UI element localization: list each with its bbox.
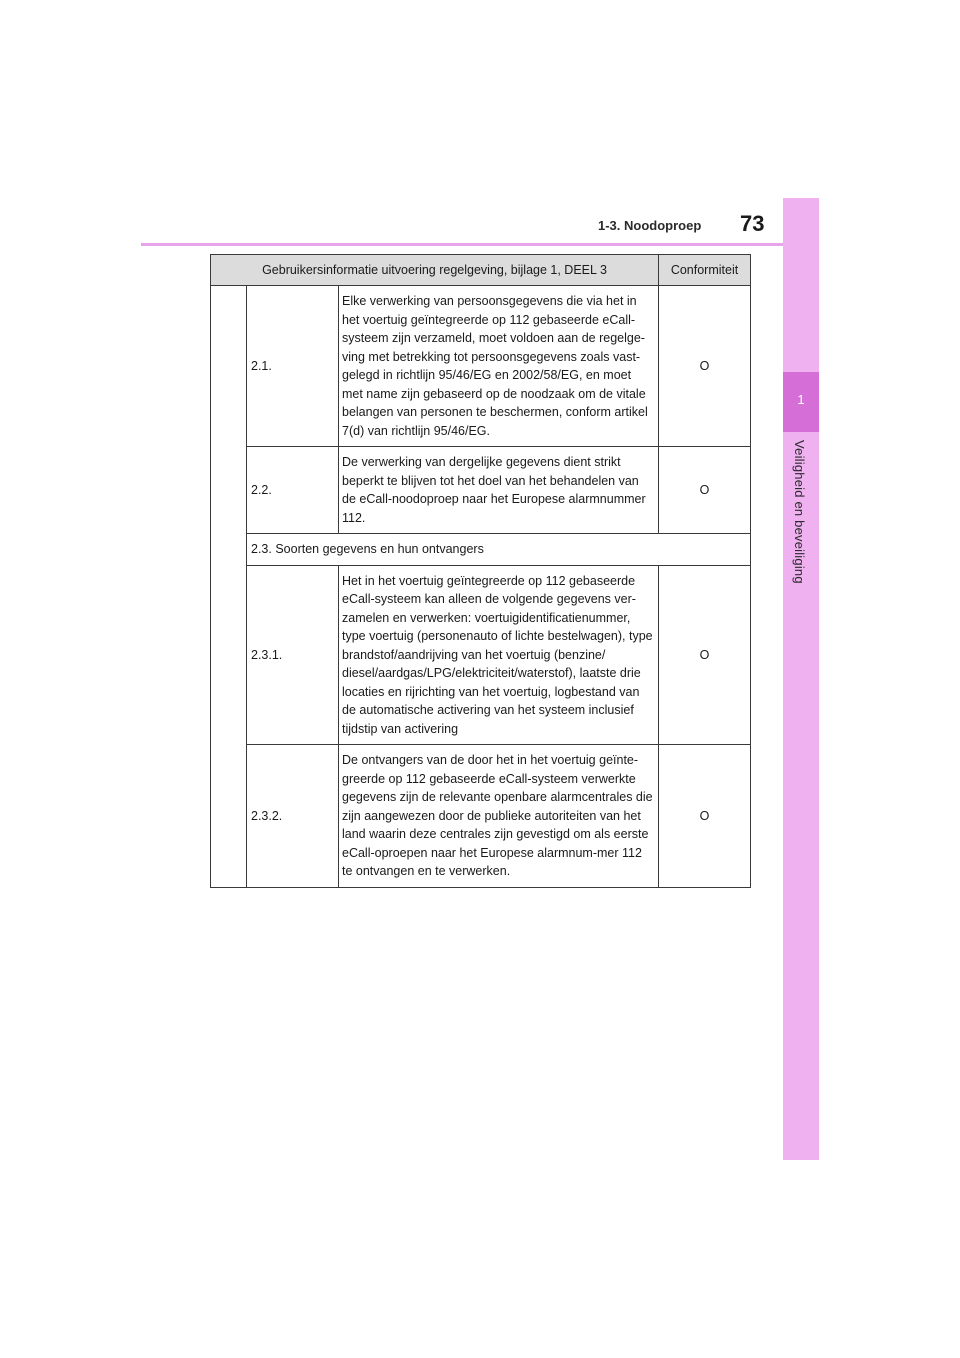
page-number: 73 [740,211,765,236]
header-divider [141,243,783,246]
indent-column [211,286,247,888]
row-number: 2.1. [247,286,339,447]
chapter-side-tab [783,198,819,1160]
row-conformity: O [659,447,751,534]
table-group-row [211,534,751,566]
table-row [211,745,751,888]
row-number: 2.3.1. [247,565,339,745]
table-row [211,565,751,745]
row-conformity: O [659,565,751,745]
row-number: 2.3.2. [247,745,339,888]
row-conformity: O [659,286,751,447]
group-heading: 2.3. Soorten gegevens en hun ontvangers [247,534,751,566]
section-title: 1-3. Noodoproep [598,218,702,233]
row-text: De verwerking van dergelijke gegevens dient strikt beperkt te blijven tot het doel van het behandelen van de eCall-noodoproep naar het Europese alarmnummer 112. [339,447,659,534]
table-row [211,286,751,447]
column-header-conformity: Conformiteit [659,255,751,286]
chapter-title: Veiligheid en beveiliging [792,440,807,584]
column-header-info: Gebruikersinformatie uitvoering regelgeving, bijlage 1, DEEL 3 [211,255,659,286]
row-text: Het in het voertuig geïntegreerde op 112 gebaseerde eCall-systeem kan alleen de volgende gegevens ver-zamelen en verwerken: voertuigidentificatienummer, type voertuig (personenauto of lichte bestelwagen), type brandstof/aandrijving van het voertuig (benzine/ diesel/aardgas/LPG/elektriciteit/waterstof), laatste drie locaties en rijrichting van het voertuig, logbestand van de automatische activering van het systeem inclusief tijdstip van activering [339,565,659,745]
regulation-table [210,254,751,888]
chapter-number: 1 [797,392,805,407]
table-row [211,447,751,534]
row-conformity: O [659,745,751,888]
table-header-row [211,255,751,286]
row-text: De ontvangers van de door het in het voertuig geïnte-greerde op 112 gebaseerde eCall-systeem verwerkte gegevens zijn de relevante openbare alarmcentrales die zijn aangewezen door de publieke autoriteiten van het land waarin deze centrales zijn gevestigd om als eerste eCall-oproepen naar het Europese alarmnum-mer 112 te ontvangen en te verwerken. [339,745,659,888]
row-number: 2.2. [247,447,339,534]
row-text: Elke verwerking van persoonsgegevens die via het in het voertuig geïntegreerde op 112 gebaseerde eCall-systeem zijn verzameld, moet voldoen aan de regelge-ving met betrekking tot persoonsgegevens zoals vast-gelegd in richtlijn 95/46/EG en 2002/58/EG, en moet met name zijn gebaseerd op de noodzaak om de vitale belangen van personen te beschermen, conform artikel 7(d) van richtlijn 95/46/EG. [339,286,659,447]
